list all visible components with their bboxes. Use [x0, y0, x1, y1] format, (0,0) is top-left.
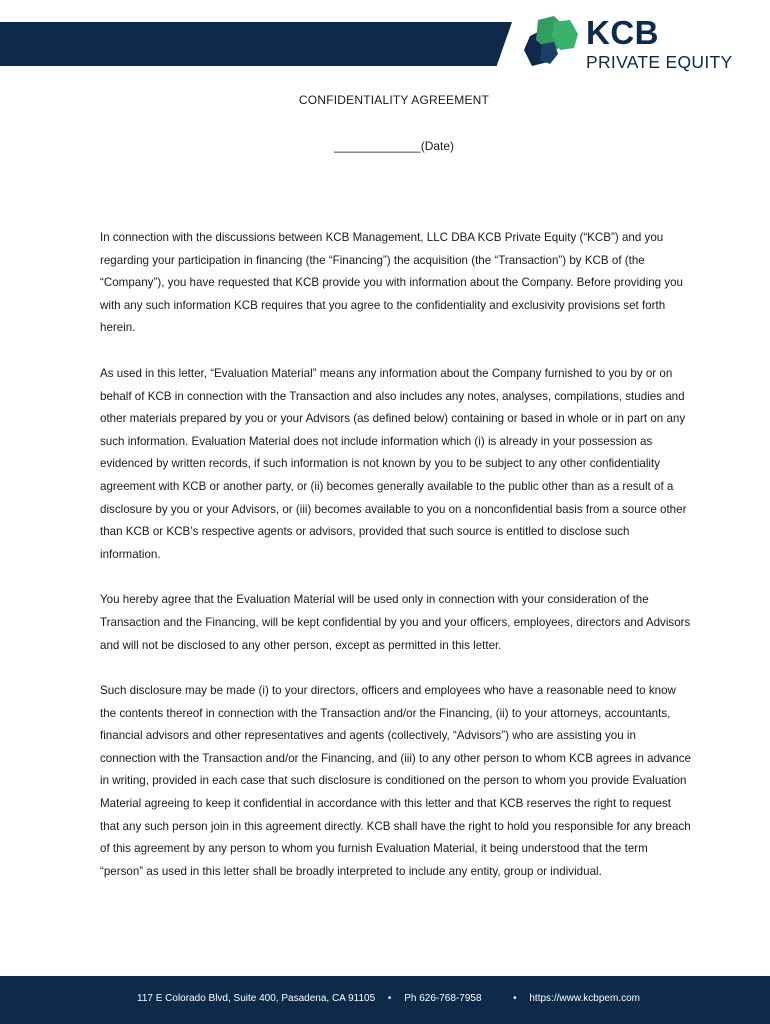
brand-name: KCB [586, 14, 659, 51]
paragraph-use-restriction: You hereby agree that the Evaluation Material will be used only in connection with your consideration of the Transaction and the Financing, will be kept confidential by you and your officers, employees, directors and Advisors and will not be disclosed to any other person, except as permitted in this letter. [100, 593, 691, 652]
footer-address: 117 E Colorado Blvd, Suite 400, Pasadena, CA 91105 [137, 993, 376, 1004]
paragraph-intro: In connection with the discussions between KCB Management, LLC DBA KCB Private Equity (“KCB”) and you regarding your participation in financing (the “Financing”) the acquisition (the “Transaction”) by KCB of (the “Company”), you have requested that KCB provide you with information about the Company. Before providing you with any such information KCB requires that you agree to the confidentiality and exclusivity provisions set forth herein. [100, 231, 684, 335]
document-title: CONFIDENTIALITY AGREEMENT [298, 93, 490, 107]
paragraph-permitted-disclosure: Such disclosure may be made (i) to your directors, officers and employees who have a reasonable need to know the contents thereof in connection with the Transaction and/or the Financing, (ii) to your attorneys, accountants, financial advisors and other representatives and agents (collectively, “Advisors”) who are assisting you in connection with the Transaction and/or the Financing, and (iii) to any other person to whom KCB agrees in advance in writing, provided in each case that such disclosure is conditioned on the person to whom you provide Evaluation Material agreeing to keep it confidential in accordance with this letter and that KCB reserves the right to request that any such person join in this agreement directly. KCB shall have the right to hold you responsible for any breach of this agreement by any person to whom you furnish Evaluation Material, it being understood that the term “person” as used in this letter shall be broadly interpreted to include any entity, group or individual. [100, 684, 691, 878]
footer-bullet-2: • [513, 993, 517, 1004]
footer-contact [137, 993, 640, 1004]
footer-bullet-1: • [387, 993, 392, 1004]
paragraph-evaluation-material: As used in this letter, “Evaluation Material” means any information about the Company furnished to you by or on behalf of KCB in connection with the Transaction and also includes any notes, analyses, compilations, studies and other materials prepared by you or your Advisors (as defined below) containing or based in whole or in part on any such information. Evaluation Material does not include information which (i) is already in your possession as evidenced by written records, if such information is not known by you to be subject to any other confidentiality agreement with KCB or another party, or (ii) becomes generally available to the public other than as a result of a disclosure by you or your Advisors, or (iii) becomes available to you on a nonconfidential basis from a source other than KCB or KCB’s respective agents or advisors, provided that such source is entitled to disclose such information. [100, 366, 687, 561]
kcb-hexagon-logo-icon [520, 14, 582, 74]
footer-band [0, 976, 770, 1024]
header-band [0, 22, 512, 66]
footer-website-link[interactable]: https://www.kcbpem.com [529, 993, 640, 1004]
agreement-body [100, 227, 692, 906]
footer-phone: Ph 626-768-7958 [404, 993, 482, 1004]
date-line: _____________(Date) [333, 139, 455, 153]
kcb-logo [520, 14, 740, 76]
brand-subtitle: PRIVATE EQUITY [586, 52, 733, 72]
